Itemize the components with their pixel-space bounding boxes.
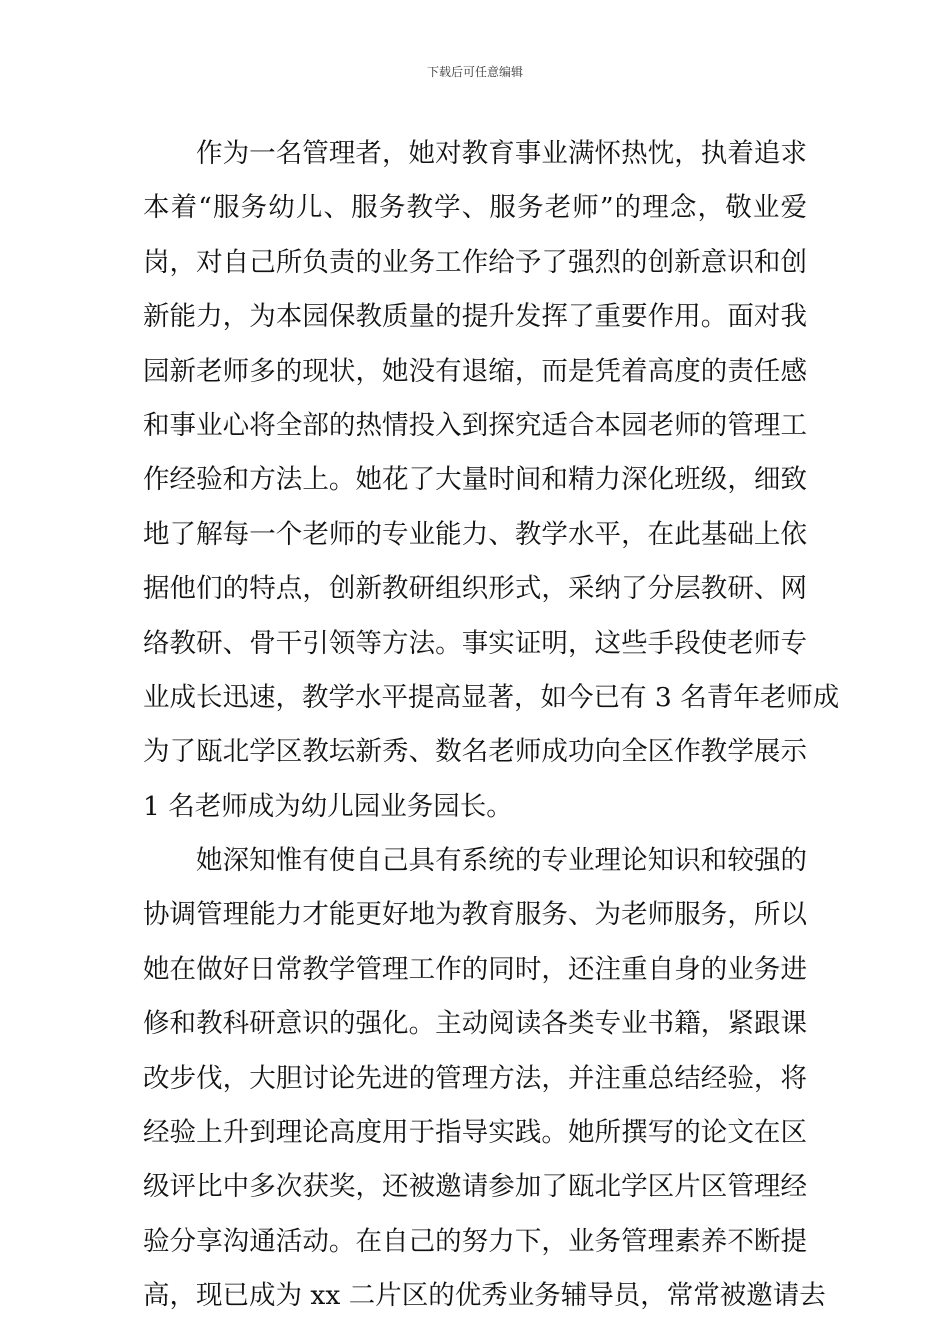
- text-line: 和事业心将全部的热情投入到探究适合本园老师的管理工: [143, 409, 807, 441]
- paragraph: [143, 127, 840, 834]
- text-line: 她在做好日常教学管理工作的同时，还注重自身的业务进: [143, 953, 807, 985]
- text-line: 级评比中多次获奖，还被邀请参加了瓯北学区片区管理经: [143, 1171, 807, 1203]
- page-header: 下载后可任意编辑: [426, 65, 523, 79]
- document-body: [143, 127, 840, 1324]
- text-line: 高，现已成为 xx 二片区的优秀业务辅导员，常常被邀请去: [143, 1280, 826, 1312]
- text-line: 修和教科研意识的强化。主动阅读各类专业书籍，紧跟课: [143, 1008, 807, 1040]
- text-line: 业成长迅速，教学水平提高显著，如今已有 3 名青年老师成: [143, 681, 840, 713]
- text-line: 作为一名管理者，她对教育事业满怀热忱，执着追求: [196, 138, 807, 169]
- text-line: 地了解每一个老师的专业能力、教学水平，在此基础上依: [143, 518, 807, 550]
- text-line: 为了瓯北学区教坛新秀、数名老师成功向全区作教学展示: [143, 736, 807, 768]
- text-line: 络教研、骨干引领等方法。事实证明，这些手段使老师专: [143, 627, 807, 659]
- text-line: 岗，对自己所负责的业务工作给予了强烈的创新意识和创: [143, 246, 807, 278]
- text-line: 她深知惟有使自己具有系统的专业理论知识和较强的: [196, 845, 807, 877]
- text-line: 新能力，为本园保教质量的提升发挥了重要作用。面对我: [143, 301, 807, 333]
- text-line: 园新老师多的现状，她没有退缩，而是凭着高度的责任感: [143, 355, 807, 387]
- text-line: 经验上升到理论高度用于指导实践。她所撰写的论文在区: [143, 1117, 807, 1149]
- text-line: 改步伐，大胆讨论先进的管理方法，并注重总结经验，将: [143, 1062, 807, 1094]
- paragraph: [143, 834, 826, 1324]
- text-line: 本着“服务幼儿、服务教学、服务老师”的理念，敬业爱: [143, 192, 807, 224]
- text-line: 作经验和方法上。她花了大量时间和精力深化班级，细致: [143, 464, 807, 496]
- text-line: 验分享沟通活动。在自己的努力下，业务管理素养不断提: [143, 1225, 807, 1257]
- text-line: 协调管理能力才能更好地为教育服务、为老师服务，所以: [143, 899, 807, 931]
- text-line: 据他们的特点，创新教研组织形式，采纳了分层教研、网: [143, 573, 807, 605]
- text-line: 1 名老师成为幼儿园业务园长。: [143, 790, 513, 822]
